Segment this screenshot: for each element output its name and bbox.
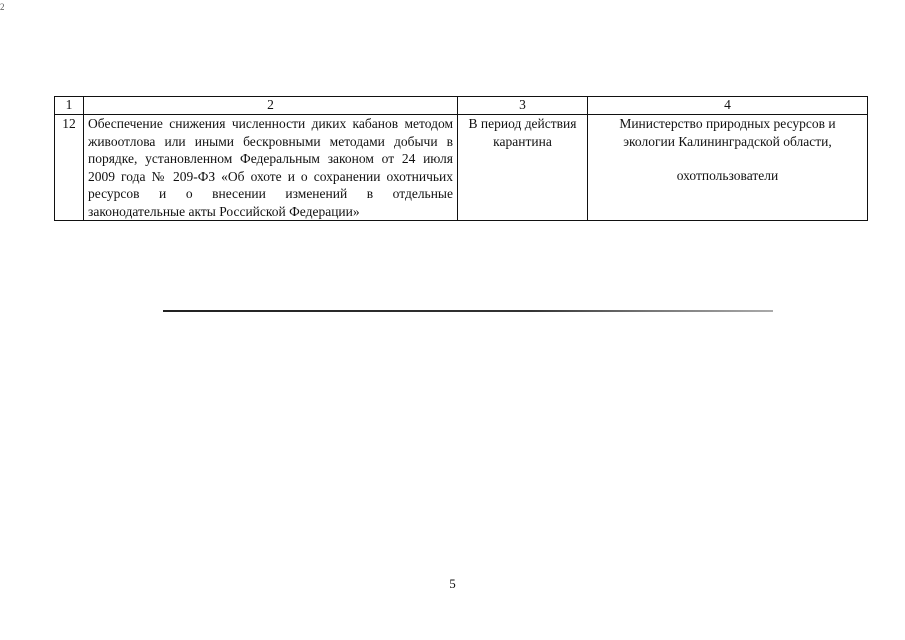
page-number: 5 [449, 576, 456, 591]
row-number: 12 [55, 115, 84, 221]
table-row [55, 115, 868, 221]
measure-period: В период действия карантина [458, 115, 588, 221]
header-col-2: 2 [84, 97, 458, 115]
table-header-row [55, 97, 868, 115]
corner-mark: 2 [0, 2, 5, 12]
responsible-ministry: Министерство природных ресурсов и экологии Калининградской области, [619, 116, 836, 149]
header-col-4: 4 [588, 97, 868, 115]
closing-rule-line [163, 310, 773, 312]
header-col-1: 1 [55, 97, 84, 115]
header-col-3: 3 [458, 97, 588, 115]
responsible-hunters: охотпользователи [676, 168, 779, 183]
measures-table [54, 96, 868, 221]
measure-description: Обеспечение снижения численности диких кабанов методом живоотлова или иными бескровными методами добычи в порядке, установленном Федеральным законом от 24 июля 2009 года № 209-ФЗ «Об охоте и о сохранении охотничьих ресурсов и о внесении изменений в отдельные законодательные акты Российской Федерации» [84, 115, 458, 221]
responsible-parties [588, 115, 868, 221]
